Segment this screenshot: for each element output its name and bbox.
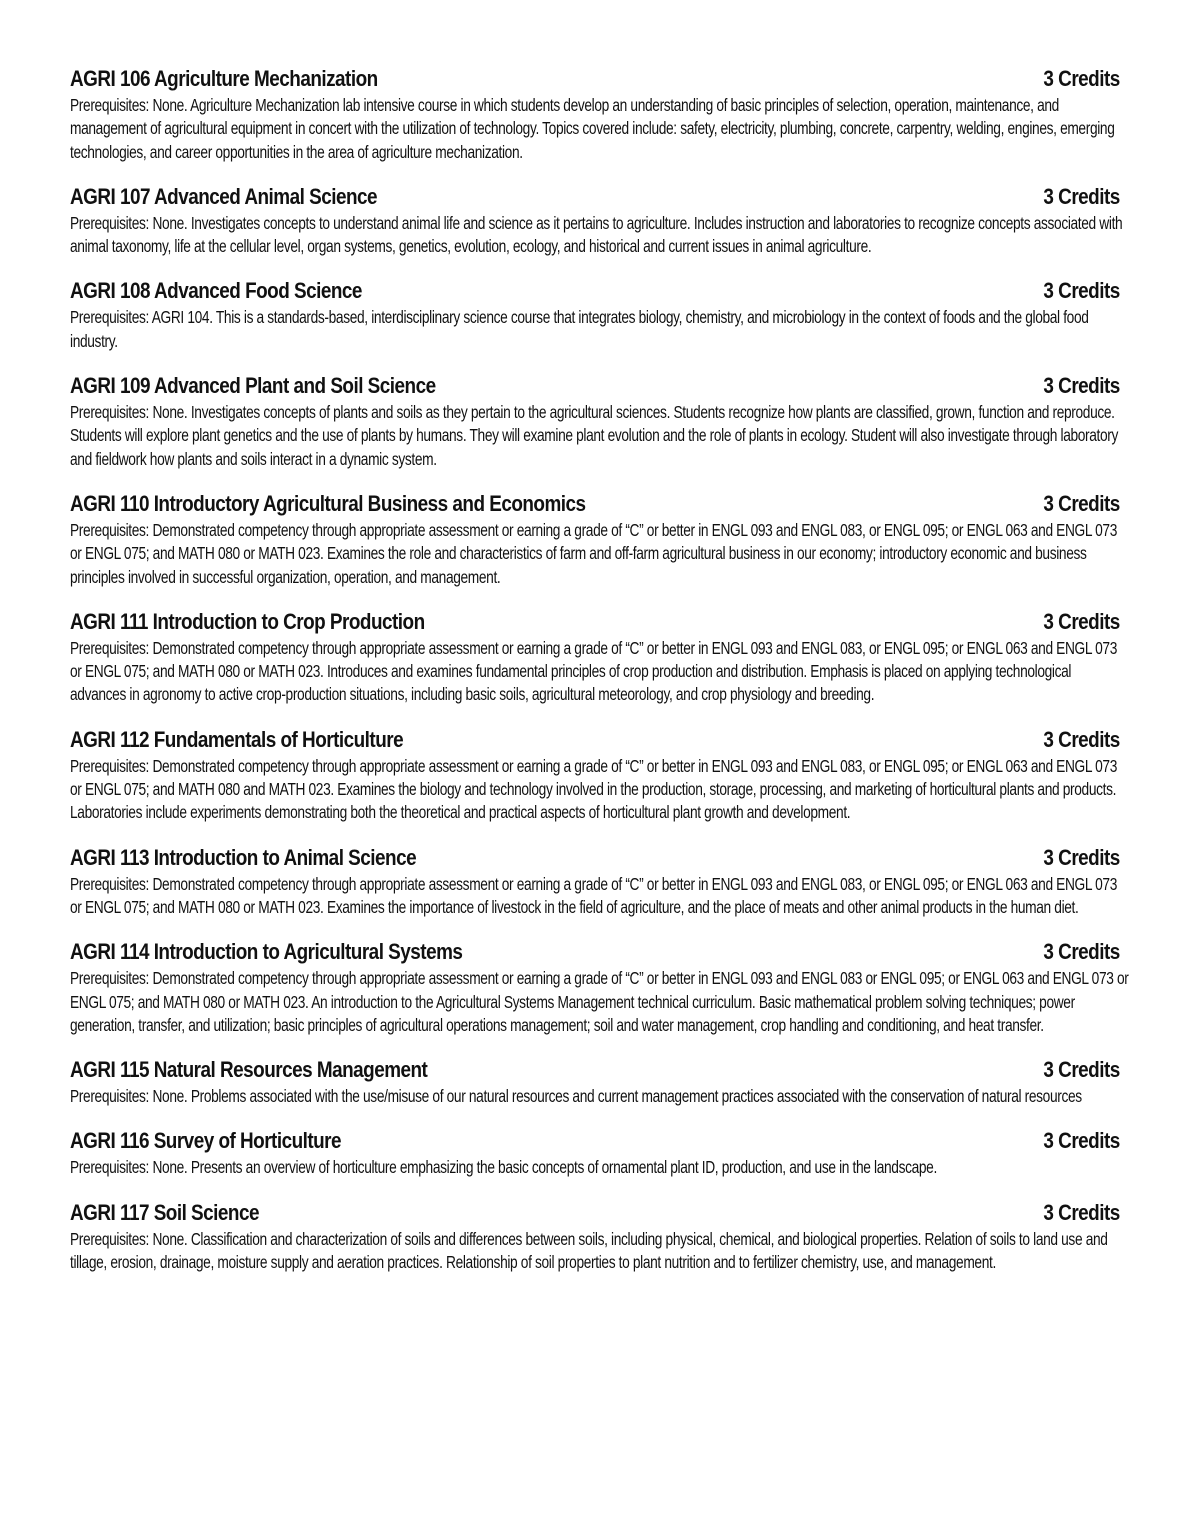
course-description: Prerequisites: Demonstrated competency through appropriate assessment or earning a grade of “C” or better in ENGL 093 and ENGL 083, or ENGL 095; or ENGL 063 and ENGL 073 or ENGL 075; and MATH 080 or MATH 023. Examines the importance of livestock in the field of agriculture, and the place of meats and other animal products in the human diet. (70, 873, 1117, 917)
course-entry-agri-117 (70, 1200, 1120, 1275)
course-title: AGRI 107 Advanced Animal Science (70, 183, 378, 209)
course-entry-agri-108 (70, 278, 1120, 353)
course-description: Prerequisites: Demonstrated competency through appropriate assessment or earning a grade of “C” or better in ENGL 093 and ENGL 083, or ENGL 095; or ENGL 063 and ENGL 073 or ENGL 075; and MATH 080 or MATH 023. Introduces and examines fundamental principles of crop production and distribution. Emphasis is placed on applying technological advances in agronomy to active crop-production situations, including basic soils, agricultural meteorology, and crop physiology and breeding. (70, 637, 1117, 705)
course-header (70, 845, 1120, 873)
course-header (70, 184, 1120, 212)
course-title: AGRI 116 Survey of Horticulture (70, 1128, 342, 1154)
course-description: Prerequisites: Demonstrated competency through appropriate assessment or earning a grade of “C” or better in ENGL 093 and ENGL 083 or ENGL 095; or ENGL 063 and ENGL 073 or ENGL 075; and MATH 080 or MATH 023. An introduction to the Agricultural Systems Management technical curriculum. Basic mathematical problem solving techniques; power generation, transfer, and utilization; basic principles of agricultural operations management; soil and water management, crop handling and conditioning, and heat transfer. (70, 968, 1129, 1035)
course-header (70, 1128, 1120, 1156)
course-header (70, 939, 1120, 967)
course-title: AGRI 115 Natural Resources Management (70, 1057, 428, 1083)
course-description: Prerequisites: None. Agriculture Mechanization lab intensive course in which students develop an understanding of basic principles of selection, operation, maintenance, and management of agricultural equipment in concert with the utilization of technology. Topics covered include: safety, electricity, plumbing, concrete, carpentry, welding, engines, emerging technologies, and career opportunities in the area of agriculture mechanization. (70, 95, 1115, 162)
course-title: AGRI 108 Advanced Food Science (70, 278, 362, 304)
course-credits: 3 Credits (1043, 183, 1120, 209)
course-description: Prerequisites: None. Problems associated with the use/misuse of our natural resources and current management practices associated with the conservation of natural resources (70, 1086, 1082, 1107)
course-title: AGRI 117 Soil Science (70, 1199, 259, 1225)
course-entry-agri-115 (70, 1057, 1120, 1108)
course-title: AGRI 111 Introduction to Crop Production (70, 608, 425, 634)
course-credits: 3 Credits (1043, 278, 1120, 304)
course-description: Prerequisites: None. Presents an overview of horticulture emphasizing the basic concepts of ornamental plant ID, production, and use in the landscape. (70, 1157, 937, 1178)
course-entry-agri-112 (70, 727, 1120, 825)
course-catalog-page (70, 66, 1129, 1294)
course-entry-agri-107 (70, 183, 1123, 259)
course-credits: 3 Credits (1043, 844, 1120, 870)
course-title: AGRI 106 Agriculture Mechanization (70, 66, 378, 91)
course-header (70, 491, 1120, 519)
course-entry-agri-110 (70, 491, 1120, 589)
course-header (70, 609, 1120, 637)
course-credits: 3 Credits (1043, 608, 1120, 634)
course-credits: 3 Credits (1043, 1199, 1120, 1225)
course-description: Prerequisites: None. Investigates concepts to understand animal life and science as it pertains to agriculture. Includes instruction and laboratories to recognize concepts associated with animal taxonomy, life at the cellular level, organ systems, genetics, evolution, ecology, and historical and current issues in animal agriculture. (70, 212, 1123, 257)
course-credits: 3 Credits (1043, 490, 1120, 516)
course-credits: 3 Credits (1043, 939, 1120, 965)
course-entry-agri-111 (70, 609, 1120, 707)
course-credits: 3 Credits (1043, 726, 1120, 752)
course-entry-agri-116 (70, 1128, 1120, 1179)
course-entry-agri-114 (70, 939, 1129, 1037)
course-title: AGRI 112 Fundamentals of Horticulture (70, 726, 404, 752)
course-header (70, 66, 1120, 94)
course-header (70, 727, 1120, 755)
course-header (70, 373, 1120, 401)
course-entry-agri-113 (70, 845, 1120, 920)
course-description: Prerequisites: AGRI 104. This is a standards-based, interdisciplinary science course that integrates biology, chemistry, and microbiology in the context of foods and the global food industry. (70, 307, 1089, 351)
course-entry-agri-106 (70, 66, 1120, 164)
course-header (70, 1200, 1120, 1228)
course-description: Prerequisites: Demonstrated competency through appropriate assessment or earning a grade of “C” or better in ENGL 093 and ENGL 083, or ENGL 095; or ENGL 063 and ENGL 073 or ENGL 075; and MATH 080 or MATH 023. Examines the role and characteristics of farm and off-farm agricultural business in our economy; introductory economic and business principles involved in successful organization, operation, and management. (70, 519, 1117, 587)
course-title: AGRI 113 Introduction to Animal Science (70, 844, 417, 870)
course-credits: 3 Credits (1043, 373, 1120, 399)
course-entry-agri-109 (70, 373, 1120, 471)
course-description: Prerequisites: None. Classification and characterization of soils and differences between soils, including physical, chemical, and biological properties. Relation of soils to land use and tillage, erosion, drainage, moisture supply and aeration practices. Relationship of soil properties to plant nutrition and to fertilizer chemistry, use, and management. (70, 1228, 1108, 1273)
course-title: AGRI 114 Introduction to Agricultural Systems (70, 939, 463, 965)
course-header (70, 278, 1120, 306)
course-title: AGRI 109 Advanced Plant and Soil Science (70, 373, 436, 399)
course-credits: 3 Credits (1043, 1057, 1120, 1083)
course-credits: 3 Credits (1043, 1128, 1120, 1154)
course-title: AGRI 110 Introductory Agricultural Business and Economics (70, 490, 586, 516)
course-description: Prerequisites: None. Investigates concepts of plants and soils as they pertain to the agricultural sciences. Students recognize how plants are classified, grown, function and reproduce. Students will explore plant genetics and the use of plants by humans. They will examine plant evolution and the role of plants in ecology. Student will also investigate through laboratory and fieldwork how plants and soils interact in a dynamic system. (70, 402, 1119, 469)
course-credits: 3 Credits (1043, 66, 1120, 91)
course-header (70, 1057, 1120, 1085)
course-description: Prerequisites: Demonstrated competency through appropriate assessment or earning a grade of “C” or better in ENGL 093 and ENGL 083, or ENGL 095; or ENGL 063 and ENGL 073 or ENGL 075; and MATH 080 and MATH 023. Examines the biology and technology involved in the production, storage, processing, and marketing of horticultural plants and products. Laboratories include experiments demonstrating both the theoretical and practical aspects of horticultural plant growth and development. (70, 755, 1117, 823)
